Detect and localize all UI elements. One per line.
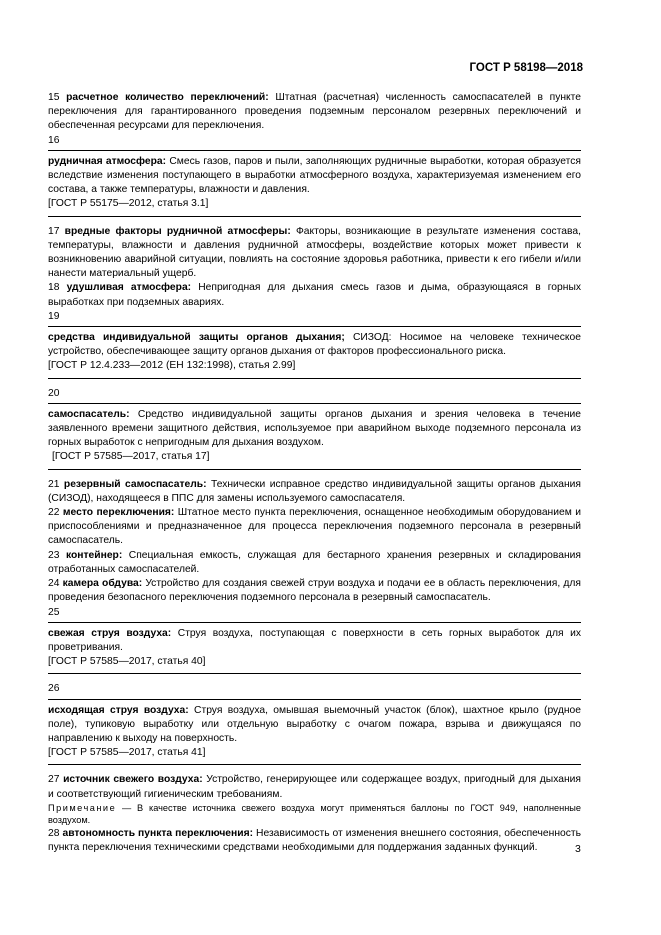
entry-number: 20 [48,387,60,399]
entry-number: 22 [48,507,60,519]
entry-27-note [48,802,581,827]
entry-number: 15 [48,92,60,103]
entry-20-box [48,403,581,470]
entry-definition: Устройство для создания свежей струи воздуха и подачи ее в область переключения, для проведения безопасного переключения подземного персонала в резервный самоспасатель. [48,578,581,604]
entry-definition: Технически исправное средство индивидуальной защиты органов дыхания (СИЗОД), находящееся в ППС для замены используемого самоспасателя. [48,478,581,504]
entry-definition: Специальная емкость, служащая для бестарного хранения резервных и складирования отработанных самоспасателей. [48,549,581,575]
entry-number: 16 [48,134,60,146]
entry-number: 26 [48,683,60,695]
entry-21 [48,478,581,506]
entry-term: вредные факторы рудничной атмосферы: [64,225,291,237]
entry-reference: [ГОСТ Р 57585—2017, статья 17] [52,451,210,463]
entry-reference: [ГОСТ Р 57585—2017, статья 40] [48,656,206,668]
entry-definition: Струя воздуха, поступающая с поверхности в сеть горных выработок для их проветривания. [48,627,581,653]
entry-definition: Струя воздуха, омывшая выемочный участок (блок), шахтное крыло (рудное поле), тупиковую выработку или отдельную выработку с очагом пожара, взрыва и движущаяся по направлению к выходу на поверхность. [48,704,582,744]
entry-19-box [48,326,581,379]
entry-definition: СИЗОД: Носимое на человеке техническое устройство, обеспечивающее защиту органов дыхания от факторов профессионального риска. [48,332,581,358]
entry-definition: Факторы, возникающие в результате изменения состава, температуры, влажности и давления рудничной атмосферы, воздействие которых может привести к возникновению аварийной ситуации, повлиять на состояние здоровья работника, привести к его гибели и/или нанести материальный ущерб. [48,225,581,280]
entry-23 [48,549,581,577]
entry-term: удушливая атмосфера: [66,282,192,294]
entry-definition: Смесь газов, паров и пыли, заполняющих рудничные выработки, которая образуется вследствие изменения поступающего в выработки атмосферного воздуха, характеризуемая изменением его состава, а также температуры, влажности и давления. [48,155,581,196]
entry-15 [48,91,581,134]
entry-term: свежая струя воздуха: [48,627,172,639]
entry-number: 27 [48,774,60,786]
entry-term: камера обдува: [62,578,143,590]
entry-reference: [ГОСТ Р 12.4.233—2012 (ЕН 132:1998), статья 2.99] [48,360,296,372]
entry-definition: Штатная (расчетная) численность самоспасателей в пункте переключения для гарантированного проведения подземным персоналом резервных переключений и обеспеченная ресурсами для переключения. [48,92,581,132]
entry-18 [48,281,581,309]
entry-number: 28 [48,827,60,839]
entry-24 [48,577,581,605]
entry-25 [48,627,581,655]
entry-term: источник свежего воздуха: [63,774,203,786]
entry-definition: Штатное место пункта переключения, оснащенное необходимым оборудованием и приспособлениями и предназначенное для процесса переключения подземного персонала в резервный самоспасатель. [48,507,581,547]
page-number: 3 [575,843,581,855]
entry-reference: [ГОСТ Р 57585—2017, статья 41] [48,747,206,759]
entry-number: 17 [48,225,60,237]
entry-25-box [48,622,581,675]
entry-number: 24 [48,578,60,590]
entry-28 [48,827,581,855]
note-text: — В качестве источника свежего воздуха могут применяться баллоны по ГОСТ 949, наполненные воздухом. [48,802,581,826]
entry-term: расчетное количество переключений: [66,92,269,103]
entry-16-box [48,150,581,217]
entry-19 [48,331,581,359]
note-label: Примечание [48,802,117,813]
entry-term: резервный самоспасатель: [63,478,207,490]
entry-number: 18 [48,282,60,294]
entry-term: рудничная атмосфера: [48,155,167,167]
entry-definition: Средство индивидуальной защиты органов дыхания и зрения человека в течение заявленного времени защитного действия, используемое при аварийном выходе подземного персонала из горных выработок с непригодным для дыхания воздухом. [48,408,581,449]
document-header: ГОСТ Р 58198—2018 [469,62,583,74]
document-body [48,91,581,855]
entry-number: 25 [48,606,60,618]
entry-term: самоспасатель: [48,408,130,420]
entry-definition: Непригодная для дыхания смесь газов и дыма, образующаяся в горных выработках при подземных авариях. [48,282,581,308]
entry-26 [48,704,581,747]
entry-term: место переключения: [62,507,175,519]
entry-16 [48,155,581,198]
entry-17 [48,225,581,282]
entry-number: 23 [48,549,60,561]
entry-term: средства индивидуальной защиты органов дыхания; [48,332,345,344]
entry-term: исходящая струя воздуха: [48,704,189,716]
entry-term: контейнер: [65,549,123,561]
entry-26-box [48,699,581,766]
entry-number: 21 [48,478,60,490]
entry-definition: Устройство, генерирующее или содержащее воздух, пригодный для дыхания и соответствующий гигиеническим требованиям. [48,774,581,800]
entry-number: 19 [48,310,60,322]
entry-term: автономность пункта переключения: [62,827,254,839]
entry-definition: Независимость от изменения внешнего состояния, обеспеченность пункта переключения техническими средствами необходимыми для поддержания заданных функций. [48,827,581,853]
entry-reference: [ГОСТ Р 55175—2012, статья 3.1] [48,198,209,210]
entry-22 [48,506,581,549]
entry-20 [48,408,581,451]
entry-27 [48,773,581,801]
